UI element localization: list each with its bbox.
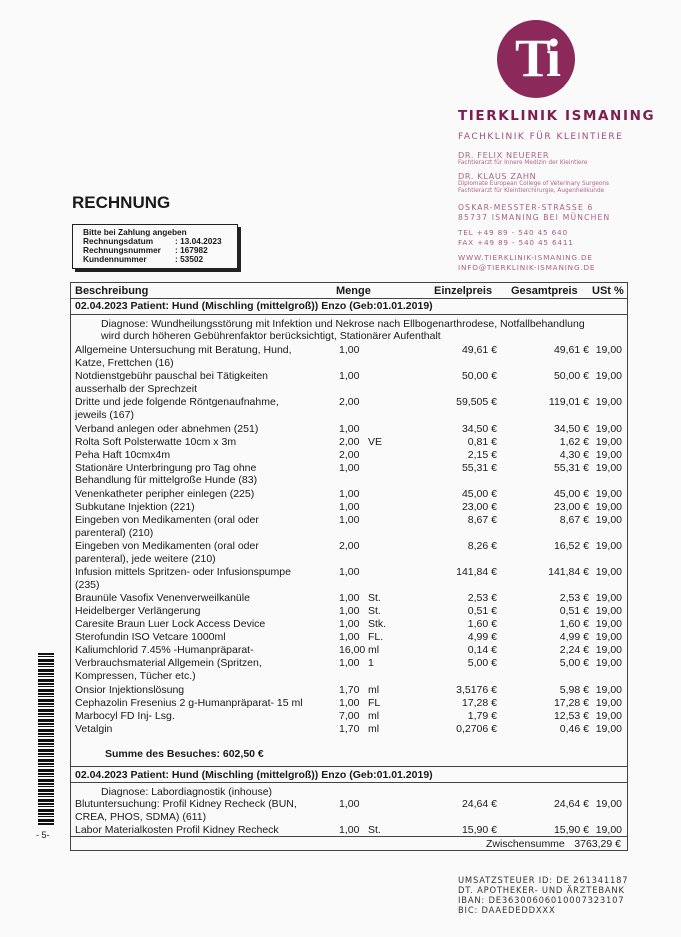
page-number: - 5- <box>36 830 50 840</box>
clinic-fax: FAX +49 89 - 540 45 6411 <box>458 237 574 247</box>
item-unit: ml <box>368 683 380 696</box>
item-unit-price: 1,60 € <box>467 618 497 631</box>
item-unit-price: 24,64 € <box>461 798 497 810</box>
item-unit-price: 8,26 € <box>467 540 497 552</box>
item-quantity: 1,00 <box>339 657 360 670</box>
subtotal-value: 3763,29 € <box>574 838 621 850</box>
item-unit-price: 8,67 € <box>467 513 497 526</box>
item-vat: 19,00 <box>595 644 622 657</box>
item-description: CREA, PHOS, SDMA) (611) <box>75 810 207 823</box>
item-total: 4,30 € <box>559 448 589 461</box>
item-total: 2,53 € <box>559 592 589 605</box>
item-vat: 19,00 <box>595 370 622 383</box>
item-quantity: 1,00 <box>339 513 360 526</box>
item-unit-price: 0,81 € <box>467 435 497 448</box>
item-unit-price: 5,00 € <box>467 657 497 670</box>
item-quantity: 1,00 <box>339 605 360 618</box>
item-unit-price: 3,5176 € <box>456 683 497 696</box>
item-description: Subkutane Injektion (221) <box>75 500 195 513</box>
item-description: Dritte und jede folgende Röntgenaufnahme, <box>75 396 279 409</box>
item-total: 2,24 € <box>559 644 589 657</box>
clinic-email[interactable]: INFO@TIERKLINIK-ISMANING.DE <box>458 262 596 272</box>
item-quantity: 2,00 <box>339 396 360 409</box>
invoice-title: RECHNUNG <box>72 193 171 212</box>
item-quantity: 1,00 <box>339 592 360 605</box>
item-description: Notdienstgebühr pauschal bei Tätigkeiten <box>75 370 269 383</box>
item-description: parenteral) (210) <box>75 526 154 539</box>
item-quantity: 1,00 <box>339 461 360 474</box>
invoice-info-box <box>72 224 238 269</box>
doctor-1-desc: Fachtierarzt für Innere Medizin der Kleintiere <box>458 160 588 166</box>
item-vat: 19,00 <box>595 435 622 448</box>
header-vat: USt % <box>592 285 624 297</box>
item-unit-price: 2,15 € <box>467 448 497 461</box>
item-unit-price: 50,00 € <box>461 370 497 383</box>
barcode <box>38 653 54 825</box>
invoice-note: Bitte bei Zahlung angeben <box>83 227 187 237</box>
clinic-tel: TEL +49 89 - 540 45 640 <box>458 228 568 237</box>
item-description: Kaliumchlorid 7.45% -Humanpräparat- <box>75 644 254 657</box>
item-quantity: 1,00 <box>339 344 360 356</box>
section-2-header <box>71 766 627 783</box>
item-total: 1,60 € <box>559 618 589 631</box>
item-total: 1,62 € <box>559 435 589 448</box>
item-unit: ml <box>368 709 380 722</box>
customer-number-value: : 53502 <box>175 254 204 264</box>
clinic-web <box>458 253 680 272</box>
doctor-2-desc-1: Diplomate European College of Veterinary Surgeons <box>458 181 610 187</box>
item-unit-price: 0,2706 € <box>456 722 497 735</box>
clinic-name: TIERKLINIK ISMANING <box>458 108 656 124</box>
clinic-website[interactable]: WWW.TIERKLINIK-ISMANING.DE <box>458 253 593 262</box>
item-total: 15,90 € <box>553 824 589 837</box>
item-quantity: 1,00 <box>339 422 360 435</box>
item-unit: St. <box>368 592 381 605</box>
item-description: Caresite Braun Luer Lock Access Device <box>75 618 266 631</box>
item-unit: Stk. <box>368 618 387 631</box>
item-vat: 19,00 <box>595 657 622 670</box>
header-quantity: Menge <box>336 285 371 297</box>
item-total: 5,98 € <box>559 683 589 696</box>
item-quantity: 1,00 <box>339 824 360 837</box>
item-total: 45,00 € <box>553 487 589 500</box>
item-vat: 19,00 <box>595 722 622 735</box>
invoice-table <box>70 282 628 851</box>
item-description: jeweils (167) <box>75 409 134 422</box>
invoice-date-label: Rechnungsdatum <box>83 236 154 246</box>
item-description: Blutuntersuchung: Profil Kidney Recheck (BUN, <box>75 798 297 810</box>
item-vat: 19,00 <box>595 618 622 631</box>
item-description: Rolta Soft Polsterwatte 10cm x 3m <box>75 435 237 448</box>
item-vat: 19,00 <box>595 487 622 500</box>
item-total: 12,53 € <box>553 709 589 722</box>
section-1-sum: Summe des Besuches: 602,50 € <box>105 748 264 760</box>
item-unit: VE <box>368 435 383 448</box>
invoice-number-value: : 167982 <box>175 245 208 255</box>
item-vat: 19,00 <box>595 540 622 552</box>
item-unit: St. <box>368 605 381 618</box>
clinic-logo <box>497 20 575 98</box>
item-total: 141,84 € <box>548 566 589 579</box>
vat-id: UMSATZSTEUER ID: DE 261341187 <box>458 875 629 885</box>
item-vat: 19,00 <box>595 798 622 810</box>
item-description: Heidelberger Verlängerung <box>75 605 201 618</box>
item-unit: ml <box>368 722 380 735</box>
item-description: Sterofundin ISO Vetcare 1000ml <box>75 631 226 644</box>
bic: BIC: DAAEDEDDXXX <box>458 905 556 915</box>
item-total: 0,46 € <box>559 722 589 735</box>
item-vat: 19,00 <box>595 592 622 605</box>
item-unit-price: 45,00 € <box>461 487 497 500</box>
item-vat: 19,00 <box>595 461 622 474</box>
table-header <box>71 283 627 299</box>
item-vat: 19,00 <box>595 422 622 435</box>
item-vat: 19,00 <box>595 696 622 709</box>
bank-name: DT. APOTHEKER- UND ÄRZTEBANK <box>458 885 625 895</box>
section-2-title: 02.04.2023 Patient: Hund (Mischling (mittelgroß)) Enzo (Geb:01.01.2019) <box>75 769 433 781</box>
item-quantity: 1,00 <box>339 370 360 383</box>
invoice-number-label: Rechnungsnummer <box>83 245 161 255</box>
clinic-letterhead <box>458 108 680 272</box>
item-quantity: 2,00 <box>339 448 360 461</box>
section-1-diagnosis-1: Diagnose: Wundheilungsstörung mit Infektion und Nekrose nach Ellbogenarthrodese, Notfallbehandlung <box>101 318 585 330</box>
item-quantity: 1,00 <box>339 618 360 631</box>
item-vat: 19,00 <box>595 513 622 526</box>
item-unit-price: 0,51 € <box>467 605 497 618</box>
clinic-street: OSKAR-MESSTER-STRASSE 6 <box>458 203 594 212</box>
item-unit-price: 0,14 € <box>467 644 497 657</box>
item-quantity: 1,00 <box>339 566 360 579</box>
item-description: ausserhalb der Sprechzeit <box>75 383 197 395</box>
item-description: Vetalgin <box>75 722 113 735</box>
item-total: 5,00 € <box>559 657 589 670</box>
item-quantity: 1,00 <box>339 798 360 810</box>
item-vat: 19,00 <box>595 683 622 696</box>
item-quantity: 1,70 <box>339 683 360 696</box>
item-quantity: 1,70 <box>339 722 360 735</box>
item-unit-price: 55,31 € <box>461 461 497 474</box>
item-description: Onsior Injektionslösung <box>75 683 185 696</box>
item-vat: 19,00 <box>595 396 622 409</box>
doctor-2 <box>458 171 680 195</box>
item-total: 49,61 € <box>553 344 589 356</box>
header-description: Beschreibung <box>75 285 149 297</box>
item-quantity: 1,00 <box>339 696 360 709</box>
doctor-2-name: DR. KLAUS ZAHN <box>458 171 537 181</box>
item-unit-price: 4,99 € <box>467 631 497 644</box>
doctor-1-name: DR. FELIX NEUERER <box>458 150 550 160</box>
item-total: 50,00 € <box>553 370 589 383</box>
item-quantity: 7,00 <box>339 709 360 722</box>
item-unit-price: 15,90 € <box>461 824 497 837</box>
item-vat: 19,00 <box>595 448 622 461</box>
item-unit-price: 141,84 € <box>456 566 497 579</box>
item-unit: ml <box>368 644 380 657</box>
item-total: 55,31 € <box>553 461 589 474</box>
item-description: Allgemeine Untersuchung mit Beratung, Hund, <box>75 344 292 356</box>
item-total: 24,64 € <box>553 798 589 810</box>
item-vat: 19,00 <box>595 605 622 618</box>
item-description: Kompressen, Tücher etc.) <box>75 670 196 683</box>
item-unit-price: 49,61 € <box>461 344 497 356</box>
item-description: Venenkatheter peripher einlegen (225) <box>75 487 255 500</box>
item-description: Braunüle Vasofix Venenverweilkanüle <box>75 592 250 605</box>
item-unit-price: 1,79 € <box>467 709 497 722</box>
item-unit-price: 17,28 € <box>461 696 497 709</box>
item-description: Eingeben von Medikamenten (oral oder <box>75 540 259 552</box>
item-total: 16,52 € <box>553 540 589 552</box>
item-unit: FL. <box>368 631 384 644</box>
header-total: Gesamtpreis <box>511 285 578 297</box>
clinic-address <box>458 203 680 222</box>
header-unit-price: Einzelpreis <box>434 285 493 297</box>
item-description: Verbrauchsmaterial Allgemein (Spritzen, <box>75 657 262 670</box>
item-description: Eingeben von Medikamenten (oral oder <box>75 513 259 526</box>
item-description: Verband anlegen oder abnehmen (251) <box>75 422 259 435</box>
item-vat: 19,00 <box>595 566 622 579</box>
item-vat: 19,00 <box>595 709 622 722</box>
clinic-subtitle: FACHKLINIK FÜR KLEINTIERE <box>458 132 624 142</box>
item-unit-price: 59,505 € <box>456 396 497 409</box>
item-unit: 1 <box>368 657 374 670</box>
clinic-city: 85737 ISMANING BEI MÜNCHEN <box>458 212 611 222</box>
item-quantity: 1,00 <box>339 500 360 513</box>
iban: IBAN: DE36300606010007323107 <box>458 895 625 905</box>
doctor-1 <box>458 150 680 167</box>
item-description: Marbocyl FD Inj- Lsg. <box>75 709 175 722</box>
item-total: 119,01 € <box>548 396 589 409</box>
item-total: 4,99 € <box>559 631 589 644</box>
item-unit-price: 2,53 € <box>467 592 497 605</box>
item-total: 34,50 € <box>553 422 589 435</box>
item-description: (235) <box>75 579 100 591</box>
item-description: parenteral), jede weitere (210) <box>75 552 216 565</box>
clinic-phone <box>458 228 680 247</box>
logo-text: Ti <box>514 28 558 88</box>
section-1-diagnosis-2: wird durch höheren Gebührenfaktor berücksichtigt, Stationärer Aufenthalt <box>101 330 441 342</box>
section-2-diagnosis: Diagnose: Labordiagnostik (inhouse) <box>101 786 273 798</box>
item-description: Stationäre Unterbringung pro Tag ohne <box>75 461 257 474</box>
item-total: 8,67 € <box>559 513 589 526</box>
item-quantity: 2,00 <box>339 435 360 448</box>
item-total: 23,00 € <box>553 500 589 513</box>
section-1-title: 02.04.2023 Patient: Hund (Mischling (mittelgroß)) Enzo (Geb:01.01.2019) <box>75 300 433 312</box>
item-vat: 19,00 <box>595 824 622 837</box>
item-total: 0,51 € <box>559 605 589 618</box>
item-description: Cephazolin Fresenius 2 g-Humanpräparat- 15 ml <box>75 696 303 709</box>
item-quantity: 2,00 <box>339 540 360 552</box>
item-quantity: 1,00 <box>339 631 360 644</box>
item-description: Peha Haft 10cmx4m <box>75 448 171 461</box>
bank-footer <box>458 875 628 915</box>
item-vat: 19,00 <box>595 631 622 644</box>
item-unit-price: 34,50 € <box>461 422 497 435</box>
item-description: Labor Materialkosten Profil Kidney Recheck <box>75 824 279 837</box>
item-vat: 19,00 <box>595 344 622 356</box>
item-unit-price: 23,00 € <box>461 500 497 513</box>
subtotal-label: Zwischensumme <box>486 838 565 850</box>
item-unit: St. <box>368 824 381 837</box>
doctor-2-desc-2: Fachtierarzt für Kleintierchirurgie, Augenheilkunde <box>458 188 605 194</box>
section-1-header <box>71 298 627 315</box>
item-quantity: 1,00 <box>339 487 360 500</box>
invoice-date-value: : 13.04.2023 <box>175 236 222 246</box>
customer-number-label: Kundennummer <box>83 254 147 264</box>
item-unit: FL <box>368 696 381 709</box>
item-description: Katze, Frettchen (16) <box>75 356 174 369</box>
item-vat: 19,00 <box>595 500 622 513</box>
item-quantity: 16,00 <box>339 644 366 657</box>
subtotal-row <box>71 836 627 851</box>
customer-number-row <box>83 255 237 264</box>
item-description: Behandlung für mittelgroße Hunde (83) <box>75 474 258 487</box>
item-total: 17,28 € <box>553 696 589 709</box>
item-description: Infusion mittels Spritzen- oder Infusionspumpe <box>75 566 291 579</box>
